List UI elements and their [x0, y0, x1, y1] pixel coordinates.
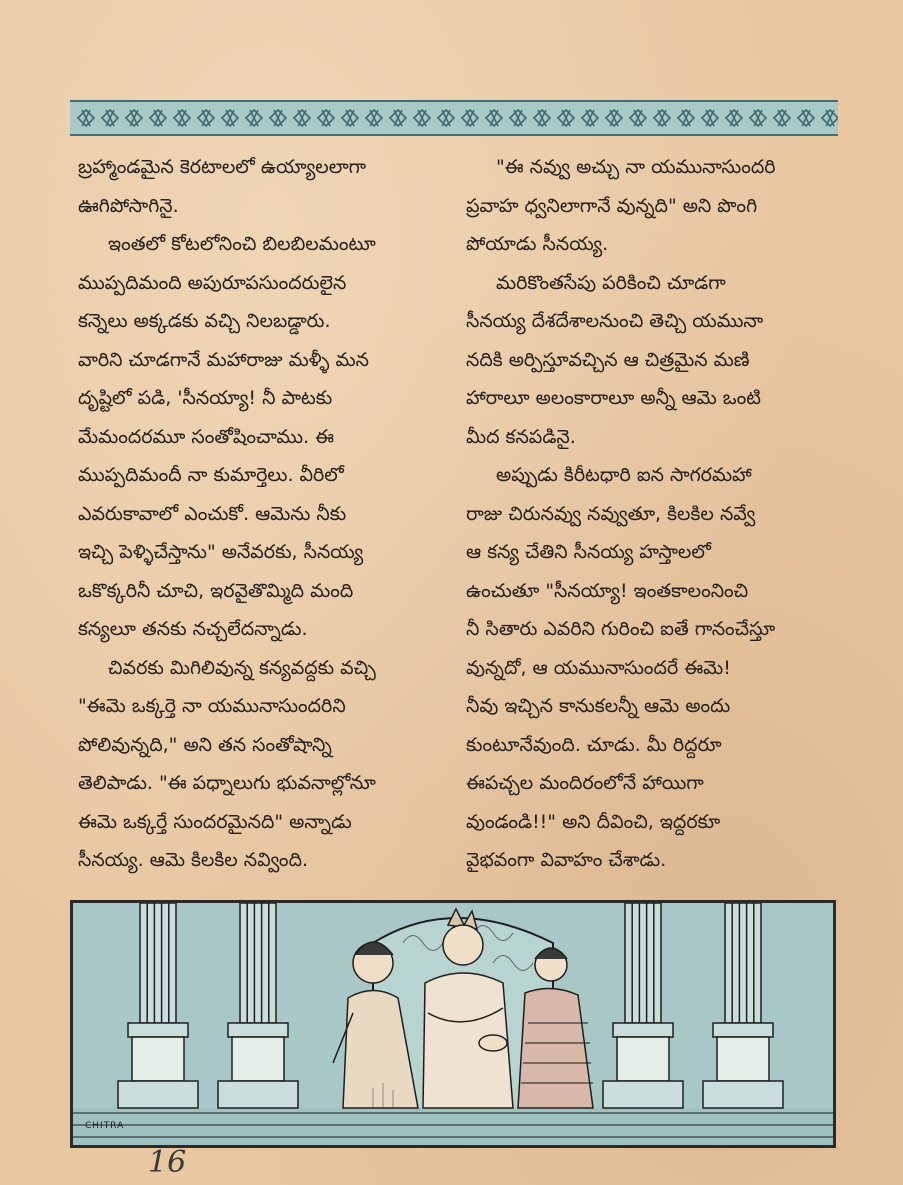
left-line: ఒకొక్కరినీ చూచి, ఇరవైతొమ్మిది మంది	[78, 579, 354, 602]
ornament-motif	[78, 110, 94, 126]
wedding-illustration	[70, 900, 836, 1148]
ornament-motif	[366, 110, 382, 126]
ornament-motif	[726, 110, 742, 126]
pillar-carving	[232, 1037, 284, 1081]
right-line: హారాలూ అలంకారాలూ అన్నీ ఆమె ఒంటి	[466, 387, 761, 409]
palace-wedding-scene-icon	[73, 903, 833, 1145]
ornament-motif	[270, 110, 286, 126]
left-line: ఇచ్చి పెళ్ళిచేస్తాను" అనేవరకు, సీనయ్య	[78, 541, 364, 563]
left-line: ఈమె ఒక్కర్తే సుందరమైనది" అన్నాడు	[78, 810, 352, 833]
pillar-shaft	[240, 903, 276, 1023]
pillar-base	[218, 1081, 298, 1108]
ornament-motif	[414, 110, 430, 126]
ornament-motif	[558, 110, 574, 126]
ornament-motif	[582, 110, 598, 126]
right-line: మరికొంతసేపు పరికించి చూడగా	[496, 271, 726, 294]
ornament-motif	[774, 110, 790, 126]
pillar-carving	[132, 1037, 184, 1081]
ornament-motif	[174, 110, 190, 126]
left-line: మేమందరమూ సంతోషించాము. ఈ	[78, 425, 335, 448]
right-line: వున్నదో, ఆ యమునాసుందరే ఈమె!	[466, 656, 731, 679]
pillar-capital	[713, 1023, 773, 1037]
pillar-capital	[228, 1023, 288, 1037]
ornament-motif	[822, 110, 838, 126]
left-line: పోలివున్నది," అని తన సంతోషాన్ని	[78, 733, 332, 756]
pillar-carving	[617, 1037, 669, 1081]
left-line: కన్యలూ తనకు నచ్చలేదన్నాడు.	[78, 618, 308, 640]
ornament-motif	[246, 110, 262, 126]
right-text-column	[466, 148, 856, 880]
left-line: ముప్పదిమందీ నా కుమార్తెలు. వీరిలో	[78, 464, 344, 486]
ornament-motif	[702, 110, 718, 126]
ornament-motif	[198, 110, 214, 126]
left-line: దృష్టిలో పడి, 'సీనయ్యా! నీ పాటకు	[78, 387, 333, 409]
left-line: ముప్పదిమంది అపురూపసుందరులైన	[78, 271, 347, 294]
ornament-motif	[318, 110, 334, 126]
ornament-motif	[606, 110, 622, 126]
ornament-motif	[630, 110, 646, 126]
right-line: నీ సితారు ఎవరిని గురించి ఐతే గానంచేస్తూ	[466, 618, 776, 640]
right-line: సీనయ్య దేశదేశాలనుంచి తెచ్చి యమునా	[466, 310, 764, 332]
ornament-motif	[102, 110, 118, 126]
left-line: కన్నెలు అక్కడకు వచ్చి నిలబడ్డారు.	[78, 310, 331, 332]
pillar-base	[703, 1081, 783, 1108]
ornament-motif	[678, 110, 694, 126]
ornament-motif	[222, 110, 238, 126]
ornament-motif	[798, 110, 814, 126]
ornament-motif	[486, 110, 502, 126]
pillar-base	[603, 1081, 683, 1108]
right-line: అప్పుడు కిరీటధారి ఐన సాగరమహా	[496, 464, 752, 486]
ornament-motif	[462, 110, 478, 126]
right-line: ప్రవాహ ధ్వనిలాగానే వున్నది" అని పొంగి	[466, 194, 758, 217]
pillar-capital	[128, 1023, 188, 1037]
ornament-motif	[126, 110, 142, 126]
page-number: 16	[148, 1145, 187, 1180]
right-line: "ఈ నవ్వు అచ్చు నా యమునాసుందరి	[496, 156, 776, 178]
right-line: ఉంచుతూ "సీనయ్యా! ఇంతకాలంనించి	[466, 579, 749, 602]
ornament-pattern-icon	[70, 102, 838, 134]
ornament-motif	[294, 110, 310, 126]
right-line: వుండండి!!" అని దీవించి, ఇద్దరకూ	[466, 810, 721, 833]
right-line: మీద కనపడినై.	[466, 425, 576, 448]
pillar-carving	[717, 1037, 769, 1081]
left-line: "ఈమె ఒక్కర్తె నా యమునాసుందరిని	[78, 695, 346, 717]
left-line: బ్రహ్మాండమైన కెరటాలలో ఉయ్యాలలాగా	[78, 156, 367, 178]
left-text-column	[78, 148, 468, 880]
ornament-motif	[654, 110, 670, 126]
left-line: ఎవరుకావాలో ఎంచుకో. ఆమెను నీకు	[78, 502, 347, 525]
ornament-motif	[390, 110, 406, 126]
right-line: ఈపచ్చల మందిరంలోనే హాయిగా	[466, 772, 704, 794]
left-line: తెలిపాడు. "ఈ పధ్నాలుగు భువనాల్లోనూ	[78, 772, 376, 794]
ornament-motif	[342, 110, 358, 126]
ornament-motif	[150, 110, 166, 126]
pillar-base	[118, 1081, 198, 1108]
right-line: నదికి అర్పిస్తూవచ్చిన ఆ చిత్రమైన మణి	[466, 348, 750, 371]
right-line: నీవు ఇచ్చిన కానుకలన్నీ ఆమె అందు	[466, 695, 731, 717]
left-line: వారిని చూడగానే మహారాజు మళ్ళీ మన	[78, 348, 369, 371]
right-line: రాజు చిరునవ్వు నవ్వుతూ, కిలకిల నవ్వే	[466, 502, 756, 525]
left-line: ఊగిపోసాగినై.	[78, 194, 179, 217]
left-line: ఇంతలో కోటలోనించి బిలబిలమంటూ	[108, 233, 376, 255]
right-line: కుంటూనేవుంది. చూడు. మీ రిద్దరూ	[466, 733, 722, 756]
decorative-border	[70, 100, 838, 136]
ornament-motif	[534, 110, 550, 126]
pillar-shaft	[725, 903, 761, 1023]
right-line: ఆ కన్య చేతిని సీనయ్య హస్తాలలో	[466, 541, 711, 563]
pillar-shaft	[140, 903, 176, 1023]
ornament-motif	[510, 110, 526, 126]
illustrator-signature: CHITRA	[85, 1121, 125, 1131]
pillar-capital	[613, 1023, 673, 1037]
ornament-motif	[438, 110, 454, 126]
right-line: వైభవంగా వివాహం చేశాడు.	[466, 849, 667, 871]
left-line: చివరకు మిగిలివున్న కన్యవద్దకు వచ్చి	[108, 656, 376, 679]
ornament-motif	[750, 110, 766, 126]
left-line: సీనయ్య. ఆమె కిలకిల నవ్వింది.	[78, 849, 309, 871]
pillar-shaft	[625, 903, 661, 1023]
right-line: పోయాడు సీనయ్య.	[466, 233, 609, 255]
